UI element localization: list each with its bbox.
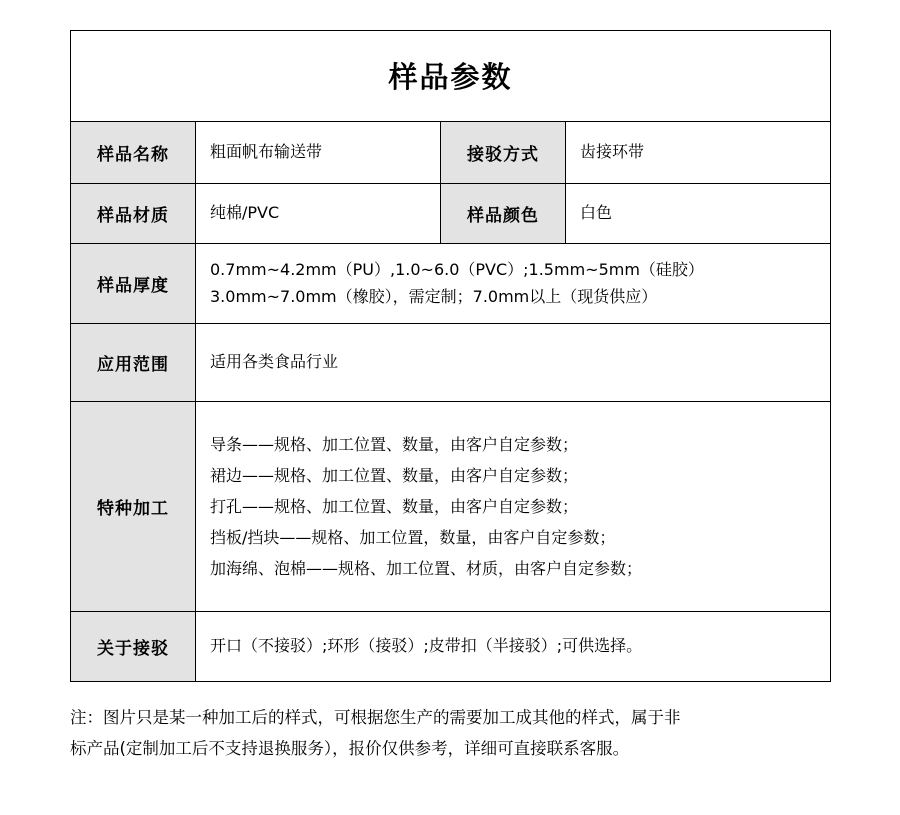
- table-row: [71, 324, 831, 402]
- label-sample-thickness: 样品厚度: [71, 244, 196, 324]
- label-about-joint: 关于接驳: [71, 612, 196, 682]
- value-about-joint: 开口（不接驳）;环形（接驳）;皮带扣（半接驳）;可供选择。: [196, 612, 831, 682]
- table-row-title: [71, 31, 831, 122]
- value-application-scope: 适用各类食品行业: [196, 324, 831, 402]
- value-special-processing: [196, 402, 831, 612]
- sample-parameters-table: [70, 30, 831, 682]
- processing-line: 挡板/挡块——规格、加工位置，数量，由客户自定参数；: [210, 528, 616, 548]
- value-joint-method: 齿接环带: [566, 122, 831, 184]
- footnote-line: 标产品(定制加工后不支持退换服务），报价仅供参考，详细可直接联系客服。: [70, 738, 630, 758]
- footnote-line: 注：图片只是某一种加工后的样式，可根据您生产的需要加工成其他的样式，属于非: [70, 708, 681, 727]
- label-joint-method: 接驳方式: [441, 122, 566, 184]
- label-special-processing: 特种加工: [71, 402, 196, 612]
- table-row: [71, 402, 831, 612]
- page-title: 样品参数: [71, 31, 831, 122]
- label-sample-material: 样品材质: [71, 184, 196, 244]
- value-sample-color: 白色: [566, 184, 831, 244]
- processing-line: 加海绵、泡棉——规格、加工位置、材质，由客户自定参数；: [210, 559, 643, 579]
- table-row: [71, 244, 831, 324]
- processing-line: 打孔——规格、加工位置、数量，由客户自定参数；: [210, 496, 579, 516]
- footnote: [70, 703, 838, 764]
- table-row: [71, 122, 831, 184]
- label-sample-color: 样品颜色: [441, 184, 566, 244]
- thickness-line: 0.7mm~4.2mm（PU）,1.0~6.0（PVC）;1.5mm~5mm（硅胶）: [210, 260, 704, 280]
- label-application-scope: 应用范围: [71, 324, 196, 402]
- value-sample-thickness: [196, 244, 831, 324]
- thickness-line: 3.0mm~7.0mm（橡胶），需定制；7.0mm以上（现货供应）: [210, 286, 658, 306]
- table-row: [71, 184, 831, 244]
- table-row: [71, 612, 831, 682]
- processing-line: 导条——规格、加工位置、数量，由客户自定参数；: [210, 434, 579, 454]
- value-sample-material: 纯棉/PVC: [196, 184, 441, 244]
- value-sample-name: 粗面帆布输送带: [196, 122, 441, 184]
- processing-line: 裙边——规格、加工位置、数量，由客户自定参数；: [210, 465, 579, 485]
- label-sample-name: 样品名称: [71, 122, 196, 184]
